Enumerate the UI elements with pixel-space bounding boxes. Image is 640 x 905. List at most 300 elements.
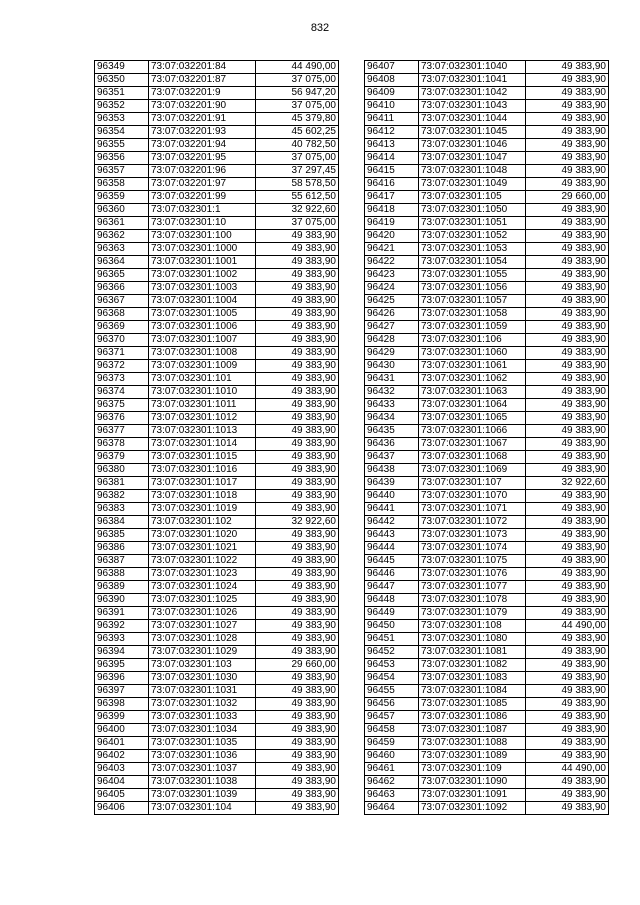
value-cell: 49 383,90 — [526, 737, 609, 750]
value-cell: 49 383,90 — [256, 321, 339, 334]
table-row — [365, 425, 609, 438]
row-number-cell: 96444 — [365, 542, 419, 555]
row-number-cell: 96421 — [365, 243, 419, 256]
cadastral-number-cell: 73:07:032201:94 — [149, 139, 256, 152]
row-number-cell: 96393 — [95, 633, 149, 646]
table-row — [365, 256, 609, 269]
cadastral-number-cell: 73:07:032301:1054 — [419, 256, 526, 269]
value-cell: 49 383,90 — [256, 386, 339, 399]
table-row — [95, 672, 339, 685]
table-row — [95, 217, 339, 230]
cadastral-number-cell: 73:07:032301:1072 — [419, 516, 526, 529]
row-number-cell: 96458 — [365, 724, 419, 737]
row-number-cell: 96419 — [365, 217, 419, 230]
row-number-cell: 96455 — [365, 685, 419, 698]
row-number-cell: 96402 — [95, 750, 149, 763]
table-row — [95, 386, 339, 399]
row-number-cell: 96361 — [95, 217, 149, 230]
value-cell: 49 383,90 — [526, 269, 609, 282]
table-row — [95, 399, 339, 412]
cadastral-number-cell: 73:07:032301:1036 — [149, 750, 256, 763]
cadastral-number-cell: 73:07:032301:1091 — [419, 789, 526, 802]
cadastral-number-cell: 73:07:032301:1074 — [419, 542, 526, 555]
row-number-cell: 96438 — [365, 464, 419, 477]
value-cell: 44 490,00 — [526, 763, 609, 776]
row-number-cell: 96463 — [365, 789, 419, 802]
value-cell: 49 383,90 — [256, 542, 339, 555]
value-cell: 49 383,90 — [526, 425, 609, 438]
value-cell: 49 383,90 — [256, 802, 339, 815]
table-row — [365, 399, 609, 412]
cadastral-number-cell: 73:07:032301:1068 — [419, 451, 526, 464]
cadastral-number-cell: 73:07:032301:1076 — [419, 568, 526, 581]
cadastral-number-cell: 73:07:032301:106 — [419, 334, 526, 347]
row-number-cell: 96449 — [365, 607, 419, 620]
cadastral-number-cell: 73:07:032301:1077 — [419, 581, 526, 594]
value-cell: 49 383,90 — [526, 126, 609, 139]
cadastral-number-cell: 73:07:032301:1012 — [149, 412, 256, 425]
table-row — [95, 750, 339, 763]
row-number-cell: 96357 — [95, 165, 149, 178]
table-row — [95, 74, 339, 87]
value-cell: 49 383,90 — [256, 282, 339, 295]
value-cell: 49 383,90 — [256, 568, 339, 581]
row-number-cell: 96409 — [365, 87, 419, 100]
table-row — [95, 152, 339, 165]
row-number-cell: 96379 — [95, 451, 149, 464]
table-row — [365, 750, 609, 763]
row-number-cell: 96448 — [365, 594, 419, 607]
row-number-cell: 96385 — [95, 529, 149, 542]
row-number-cell: 96377 — [95, 425, 149, 438]
row-number-cell: 96450 — [365, 620, 419, 633]
cadastral-number-cell: 73:07:032301:1004 — [149, 295, 256, 308]
row-number-cell: 96375 — [95, 399, 149, 412]
row-number-cell: 96422 — [365, 256, 419, 269]
row-number-cell: 96374 — [95, 386, 149, 399]
row-number-cell: 96384 — [95, 516, 149, 529]
row-number-cell: 96349 — [95, 61, 149, 74]
table-row — [95, 425, 339, 438]
value-cell: 49 383,90 — [526, 555, 609, 568]
value-cell: 49 383,90 — [526, 685, 609, 698]
value-cell: 44 490,00 — [256, 61, 339, 74]
value-cell: 49 383,90 — [256, 646, 339, 659]
table-row — [365, 126, 609, 139]
row-number-cell: 96398 — [95, 698, 149, 711]
row-number-cell: 96360 — [95, 204, 149, 217]
value-cell: 49 383,90 — [526, 724, 609, 737]
cadastral-number-cell: 73:07:032301:100 — [149, 230, 256, 243]
table-row — [365, 451, 609, 464]
row-number-cell: 96359 — [95, 191, 149, 204]
cadastral-number-cell: 73:07:032301:1019 — [149, 503, 256, 516]
table-row — [95, 243, 339, 256]
value-cell: 49 383,90 — [256, 464, 339, 477]
cadastral-number-cell: 73:07:032301:1087 — [419, 724, 526, 737]
value-cell: 49 383,90 — [526, 243, 609, 256]
cadastral-number-cell: 73:07:032301:1060 — [419, 347, 526, 360]
row-number-cell: 96459 — [365, 737, 419, 750]
cadastral-number-cell: 73:07:032301:1022 — [149, 555, 256, 568]
cadastral-number-cell: 73:07:032301:1018 — [149, 490, 256, 503]
row-number-cell: 96439 — [365, 477, 419, 490]
table-row — [365, 763, 609, 776]
value-cell: 49 383,90 — [526, 646, 609, 659]
cadastral-number-cell: 73:07:032301:1003 — [149, 282, 256, 295]
cadastral-number-cell: 73:07:032301:1053 — [419, 243, 526, 256]
value-cell: 49 383,90 — [526, 321, 609, 334]
row-number-cell: 96388 — [95, 568, 149, 581]
row-number-cell: 96373 — [95, 373, 149, 386]
table-row — [365, 581, 609, 594]
row-number-cell: 96396 — [95, 672, 149, 685]
row-number-cell: 96413 — [365, 139, 419, 152]
cadastral-number-cell: 73:07:032301:1039 — [149, 789, 256, 802]
cadastral-number-cell: 73:07:032301:1001 — [149, 256, 256, 269]
table-row — [365, 113, 609, 126]
cadastral-number-cell: 73:07:032201:87 — [149, 74, 256, 87]
row-number-cell: 96392 — [95, 620, 149, 633]
row-number-cell: 96454 — [365, 672, 419, 685]
value-cell: 49 383,90 — [526, 87, 609, 100]
row-number-cell: 96447 — [365, 581, 419, 594]
value-cell: 49 383,90 — [256, 399, 339, 412]
value-cell: 45 379,80 — [256, 113, 339, 126]
right-table — [364, 60, 609, 815]
value-cell: 49 383,90 — [526, 308, 609, 321]
value-cell: 49 383,90 — [256, 347, 339, 360]
table-row — [95, 204, 339, 217]
value-cell: 49 383,90 — [256, 477, 339, 490]
value-cell: 45 602,25 — [256, 126, 339, 139]
value-cell: 49 383,90 — [526, 568, 609, 581]
row-number-cell: 96397 — [95, 685, 149, 698]
table-row — [365, 347, 609, 360]
cadastral-number-cell: 73:07:032301:1000 — [149, 243, 256, 256]
cadastral-number-cell: 73:07:032301:1059 — [419, 321, 526, 334]
row-number-cell: 96370 — [95, 334, 149, 347]
value-cell: 49 383,90 — [256, 672, 339, 685]
value-cell: 49 383,90 — [526, 789, 609, 802]
row-number-cell: 96456 — [365, 698, 419, 711]
value-cell: 49 383,90 — [526, 776, 609, 789]
cadastral-number-cell: 73:07:032301:1031 — [149, 685, 256, 698]
table-row — [365, 438, 609, 451]
value-cell: 49 383,90 — [526, 672, 609, 685]
cadastral-number-cell: 73:07:032301:1057 — [419, 295, 526, 308]
value-cell: 40 782,50 — [256, 139, 339, 152]
value-cell: 44 490,00 — [526, 620, 609, 633]
cadastral-number-cell: 73:07:032301:1046 — [419, 139, 526, 152]
cadastral-number-cell: 73:07:032301:1042 — [419, 87, 526, 100]
table-row — [95, 126, 339, 139]
row-number-cell: 96354 — [95, 126, 149, 139]
value-cell: 49 383,90 — [526, 490, 609, 503]
value-cell: 49 383,90 — [526, 256, 609, 269]
value-cell: 49 383,90 — [526, 711, 609, 724]
value-cell: 49 383,90 — [256, 334, 339, 347]
cadastral-number-cell: 73:07:032301:10 — [149, 217, 256, 230]
cadastral-number-cell: 73:07:032301:1033 — [149, 711, 256, 724]
cadastral-number-cell: 73:07:032301:1090 — [419, 776, 526, 789]
row-number-cell: 96445 — [365, 555, 419, 568]
row-number-cell: 96406 — [95, 802, 149, 815]
value-cell: 37 075,00 — [256, 74, 339, 87]
table-row — [365, 412, 609, 425]
table-row — [365, 477, 609, 490]
table-row — [365, 555, 609, 568]
table-row — [365, 100, 609, 113]
row-number-cell: 96391 — [95, 607, 149, 620]
table-row — [95, 789, 339, 802]
row-number-cell: 96368 — [95, 308, 149, 321]
cadastral-number-cell: 73:07:032301:1055 — [419, 269, 526, 282]
cadastral-number-cell: 73:07:032301:1011 — [149, 399, 256, 412]
table-row — [365, 87, 609, 100]
value-cell: 49 383,90 — [526, 529, 609, 542]
table-row — [95, 412, 339, 425]
table-row — [95, 269, 339, 282]
row-number-cell: 96390 — [95, 594, 149, 607]
value-cell: 49 383,90 — [526, 594, 609, 607]
cadastral-number-cell: 73:07:032301:108 — [419, 620, 526, 633]
table-row — [95, 360, 339, 373]
value-cell: 49 383,90 — [256, 724, 339, 737]
table-row — [365, 789, 609, 802]
row-number-cell: 96427 — [365, 321, 419, 334]
table-row — [95, 633, 339, 646]
cadastral-number-cell: 73:07:032301:1008 — [149, 347, 256, 360]
cadastral-number-cell: 73:07:032201:93 — [149, 126, 256, 139]
value-cell: 49 383,90 — [256, 698, 339, 711]
table-row — [95, 698, 339, 711]
row-number-cell: 96407 — [365, 61, 419, 74]
cadastral-number-cell: 73:07:032301:1005 — [149, 308, 256, 321]
cadastral-number-cell: 73:07:032301:1023 — [149, 568, 256, 581]
table-row — [365, 464, 609, 477]
value-cell: 49 383,90 — [526, 165, 609, 178]
table-row — [365, 659, 609, 672]
table-row — [95, 308, 339, 321]
cadastral-number-cell: 73:07:032301:1 — [149, 204, 256, 217]
row-number-cell: 96435 — [365, 425, 419, 438]
value-cell: 49 383,90 — [526, 412, 609, 425]
cadastral-number-cell: 73:07:032301:1089 — [419, 750, 526, 763]
value-cell: 49 383,90 — [256, 243, 339, 256]
table-row — [365, 672, 609, 685]
value-cell: 37 075,00 — [256, 152, 339, 165]
cadastral-number-cell: 73:07:032301:1050 — [419, 204, 526, 217]
cadastral-number-cell: 73:07:032301:1040 — [419, 61, 526, 74]
table-row — [365, 74, 609, 87]
cadastral-number-cell: 73:07:032301:1015 — [149, 451, 256, 464]
table-row — [365, 334, 609, 347]
table-row — [95, 646, 339, 659]
value-cell: 49 383,90 — [526, 438, 609, 451]
table-row — [95, 334, 339, 347]
table-row — [365, 152, 609, 165]
table-row — [365, 802, 609, 815]
row-number-cell: 96443 — [365, 529, 419, 542]
cadastral-number-cell: 73:07:032301:1062 — [419, 373, 526, 386]
table-row — [365, 607, 609, 620]
cadastral-number-cell: 73:07:032301:105 — [419, 191, 526, 204]
cadastral-number-cell: 73:07:032301:103 — [149, 659, 256, 672]
value-cell: 49 383,90 — [256, 789, 339, 802]
value-cell: 49 383,90 — [526, 802, 609, 815]
value-cell: 49 383,90 — [256, 308, 339, 321]
cadastral-number-cell: 73:07:032301:1047 — [419, 152, 526, 165]
value-cell: 49 383,90 — [256, 750, 339, 763]
table-row — [365, 542, 609, 555]
table-row — [95, 191, 339, 204]
row-number-cell: 96431 — [365, 373, 419, 386]
table-row — [365, 217, 609, 230]
value-cell: 37 297,45 — [256, 165, 339, 178]
value-cell: 49 383,90 — [526, 113, 609, 126]
row-number-cell: 96381 — [95, 477, 149, 490]
value-cell: 37 075,00 — [256, 100, 339, 113]
table-row — [95, 516, 339, 529]
row-number-cell: 96365 — [95, 269, 149, 282]
row-number-cell: 96432 — [365, 386, 419, 399]
value-cell: 49 383,90 — [256, 373, 339, 386]
value-cell: 49 383,90 — [526, 360, 609, 373]
table-row — [365, 620, 609, 633]
value-cell: 49 383,90 — [256, 503, 339, 516]
table-row — [95, 555, 339, 568]
table-row — [365, 685, 609, 698]
table-row — [95, 594, 339, 607]
table-row — [95, 711, 339, 724]
row-number-cell: 96389 — [95, 581, 149, 594]
value-cell: 55 612,50 — [256, 191, 339, 204]
value-cell: 49 383,90 — [526, 61, 609, 74]
table-row — [95, 659, 339, 672]
value-cell: 58 578,50 — [256, 178, 339, 191]
value-cell: 49 383,90 — [526, 204, 609, 217]
value-cell: 49 383,90 — [526, 100, 609, 113]
row-number-cell: 96387 — [95, 555, 149, 568]
cadastral-number-cell: 73:07:032301:1058 — [419, 308, 526, 321]
cadastral-number-cell: 73:07:032301:1051 — [419, 217, 526, 230]
value-cell: 49 383,90 — [526, 230, 609, 243]
row-number-cell: 96420 — [365, 230, 419, 243]
table-row — [365, 230, 609, 243]
table-row — [95, 256, 339, 269]
table-row — [365, 360, 609, 373]
cadastral-number-cell: 73:07:032301:1026 — [149, 607, 256, 620]
cadastral-number-cell: 73:07:032301:1043 — [419, 100, 526, 113]
row-number-cell: 96433 — [365, 399, 419, 412]
cadastral-number-cell: 73:07:032301:1075 — [419, 555, 526, 568]
table-row — [95, 139, 339, 152]
table-row — [365, 308, 609, 321]
row-number-cell: 96461 — [365, 763, 419, 776]
row-number-cell: 96367 — [95, 295, 149, 308]
cadastral-number-cell: 73:07:032301:1063 — [419, 386, 526, 399]
row-number-cell: 96457 — [365, 711, 419, 724]
table-row — [95, 282, 339, 295]
value-cell: 49 383,90 — [526, 386, 609, 399]
value-cell: 37 075,00 — [256, 217, 339, 230]
value-cell: 49 383,90 — [526, 516, 609, 529]
table-row — [95, 178, 339, 191]
table-row — [365, 633, 609, 646]
value-cell: 49 383,90 — [256, 425, 339, 438]
row-number-cell: 96430 — [365, 360, 419, 373]
cadastral-number-cell: 73:07:032301:1045 — [419, 126, 526, 139]
table-row — [95, 451, 339, 464]
cadastral-number-cell: 73:07:032301:1037 — [149, 763, 256, 776]
table-row — [95, 607, 339, 620]
cadastral-number-cell: 73:07:032301:1027 — [149, 620, 256, 633]
row-number-cell: 96428 — [365, 334, 419, 347]
table-row — [365, 243, 609, 256]
table-row — [95, 490, 339, 503]
row-number-cell: 96362 — [95, 230, 149, 243]
value-cell: 32 922,60 — [256, 204, 339, 217]
value-cell: 49 383,90 — [256, 711, 339, 724]
value-cell: 49 383,90 — [256, 776, 339, 789]
cadastral-number-cell: 73:07:032301:1067 — [419, 438, 526, 451]
table-row — [95, 230, 339, 243]
row-number-cell: 96378 — [95, 438, 149, 451]
value-cell: 49 383,90 — [526, 581, 609, 594]
value-cell: 49 383,90 — [526, 698, 609, 711]
table-row — [95, 438, 339, 451]
cadastral-number-cell: 73:07:032301:1017 — [149, 477, 256, 490]
value-cell: 49 383,90 — [526, 503, 609, 516]
value-cell: 49 383,90 — [256, 529, 339, 542]
row-number-cell: 96399 — [95, 711, 149, 724]
cadastral-number-cell: 73:07:032301:1029 — [149, 646, 256, 659]
cadastral-number-cell: 73:07:032301:1038 — [149, 776, 256, 789]
row-number-cell: 96415 — [365, 165, 419, 178]
row-number-cell: 96372 — [95, 360, 149, 373]
row-number-cell: 96363 — [95, 243, 149, 256]
row-number-cell: 96394 — [95, 646, 149, 659]
value-cell: 49 383,90 — [526, 347, 609, 360]
table-row — [95, 581, 339, 594]
row-number-cell: 96437 — [365, 451, 419, 464]
value-cell: 49 383,90 — [256, 295, 339, 308]
table-row — [95, 113, 339, 126]
table-row — [365, 594, 609, 607]
cadastral-number-cell: 73:07:032301:109 — [419, 763, 526, 776]
row-number-cell: 96355 — [95, 139, 149, 152]
row-number-cell: 96358 — [95, 178, 149, 191]
row-number-cell: 96462 — [365, 776, 419, 789]
row-number-cell: 96410 — [365, 100, 419, 113]
table-row — [365, 204, 609, 217]
row-number-cell: 96356 — [95, 152, 149, 165]
value-cell: 49 383,90 — [256, 581, 339, 594]
table-row — [365, 61, 609, 74]
row-number-cell: 96464 — [365, 802, 419, 815]
row-number-cell: 96369 — [95, 321, 149, 334]
cadastral-number-cell: 73:07:032301:1021 — [149, 542, 256, 555]
table-row — [95, 464, 339, 477]
row-number-cell: 96351 — [95, 87, 149, 100]
row-number-cell: 96401 — [95, 737, 149, 750]
row-number-cell: 96411 — [365, 113, 419, 126]
row-number-cell: 96352 — [95, 100, 149, 113]
table-row — [365, 165, 609, 178]
cadastral-number-cell: 73:07:032301:1013 — [149, 425, 256, 438]
row-number-cell: 96386 — [95, 542, 149, 555]
